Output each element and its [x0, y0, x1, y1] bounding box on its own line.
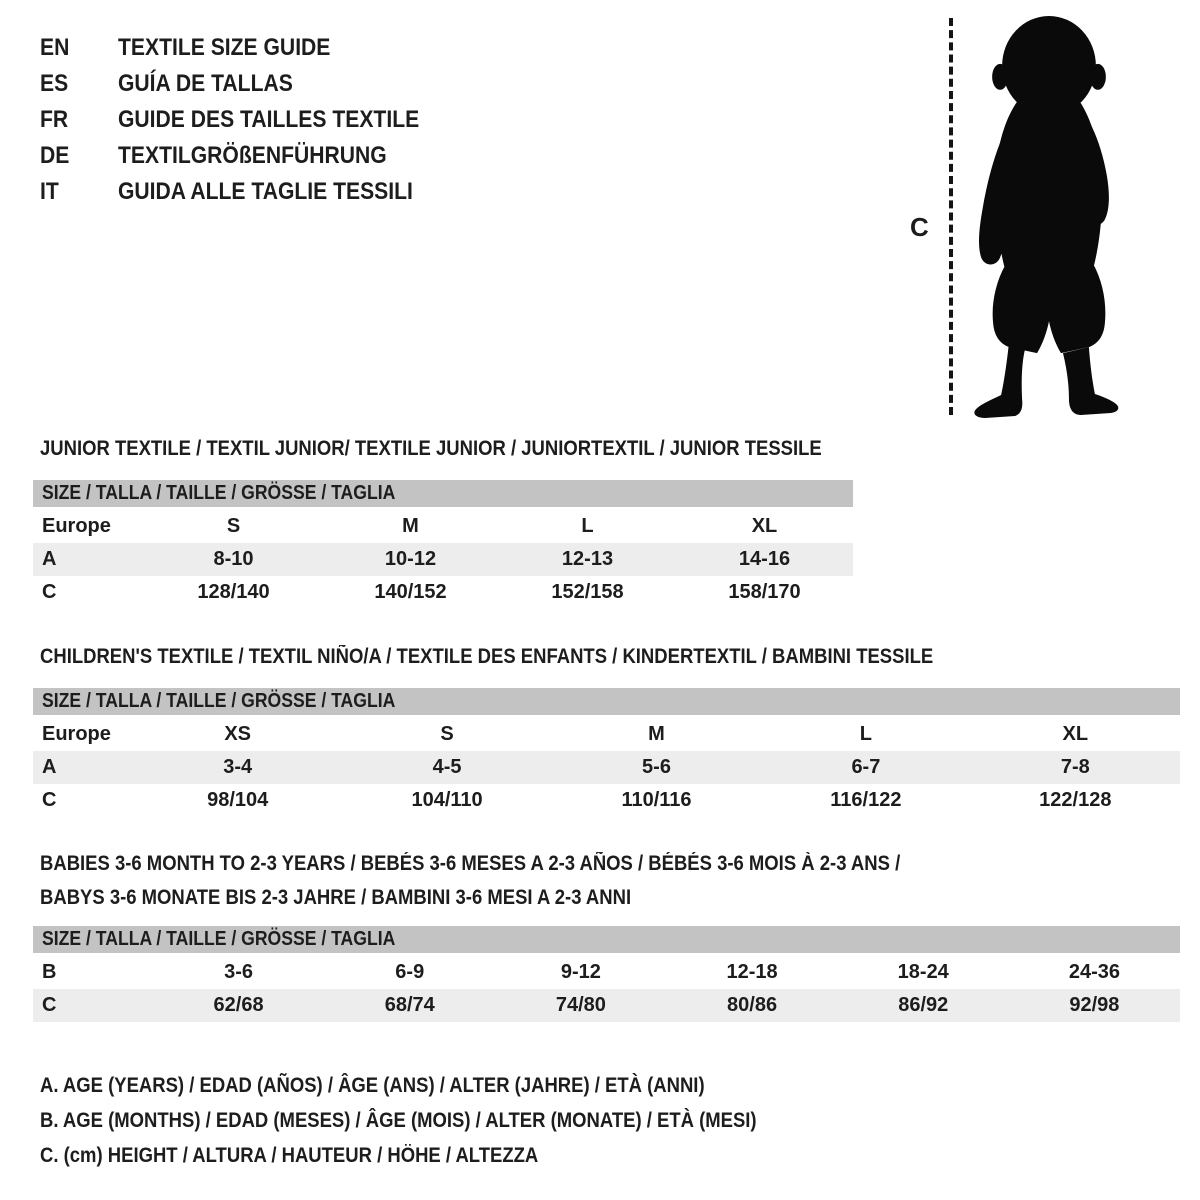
height-value: 80/86 [727, 994, 778, 1016]
children-size-table [33, 688, 1180, 817]
language-row [40, 138, 460, 174]
junior-section-title: JUNIOR TEXTILE / TEXTIL JUNIOR/ TEXTILE JUNIOR / JUNIORTEXTIL / JUNIOR TESSILE [40, 437, 822, 460]
age-value: 6-7 [851, 756, 881, 778]
height-value: 98/104 [207, 789, 269, 811]
guide-title: GUIDA ALLE TAGLIE TESSILI [118, 178, 413, 205]
age-value: 18-24 [897, 961, 949, 983]
height-value: 68/74 [384, 994, 435, 1016]
guide-title: GUÍA DE TALLAS [118, 70, 293, 97]
language-code: EN [40, 34, 70, 61]
row-label: B [42, 961, 57, 983]
size-value: L [581, 515, 594, 537]
table-row-europe [33, 510, 853, 543]
size-value: M [402, 515, 419, 537]
height-value: 86/92 [898, 994, 949, 1016]
age-value: 3-4 [223, 756, 253, 778]
age-value: 24-36 [1068, 961, 1120, 983]
children-section-title: CHILDREN'S TEXTILE / TEXTIL NIÑO/A / TEXTILE DES ENFANTS / KINDERTEXTIL / BAMBINI TESSILE [40, 645, 934, 668]
language-row [40, 174, 460, 210]
table-row-height [33, 784, 1180, 817]
language-row [40, 30, 460, 66]
row-label: C [42, 994, 57, 1016]
height-value: 110/116 [621, 789, 692, 811]
size-value: L [859, 723, 872, 745]
table-row-europe [33, 718, 1180, 751]
row-label: A [42, 756, 57, 778]
size-value: M [648, 723, 665, 745]
height-value: 158/170 [728, 581, 801, 603]
language-code: FR [40, 106, 69, 133]
language-code: IT [40, 178, 59, 205]
babies-title-line1: BABIES 3-6 MONTH TO 2-3 YEARS / BEBÉS 3-6 MESES A 2-3 AÑOS / BÉBÉS 3-6 MOIS À 2-3 ANS / [40, 852, 901, 875]
height-value: 74/80 [555, 994, 606, 1016]
size-header-bar: SIZE / TALLA / TAILLE / GRÖSSE / TAGLIA [33, 688, 1180, 715]
height-value: 140/152 [374, 581, 447, 603]
age-value: 4-5 [432, 756, 462, 778]
size-value: XS [224, 723, 252, 745]
legend-age-years: A. AGE (YEARS) / EDAD (AÑOS) / ÂGE (ANS) / ALTER (JAHRE) / ETÀ (ANNI) [40, 1074, 705, 1097]
height-value: 116/122 [830, 789, 902, 811]
legend-height-cm: C. (cm) HEIGHT / ALTURA / HAUTEUR / HÖHE / ALTEZZA [40, 1144, 539, 1167]
row-label: C [42, 789, 57, 811]
size-value: XL [1062, 723, 1089, 745]
size-value: S [440, 723, 454, 745]
table-row-age [33, 751, 1180, 784]
language-row [40, 66, 460, 102]
table-row-height [33, 576, 853, 609]
language-row [40, 102, 460, 138]
babies-title-line2: BABYS 3-6 MONATE BIS 2-3 JAHRE / BAMBINI 3-6 MESI A 2-3 ANNI [40, 886, 632, 909]
table-row-age [33, 543, 853, 576]
guide-title: TEXTILE SIZE GUIDE [118, 34, 331, 61]
junior-size-table [33, 480, 853, 609]
age-value: 12-18 [726, 961, 778, 983]
height-measure-label: C [910, 212, 929, 242]
size-header-bar: SIZE / TALLA / TAILLE / GRÖSSE / TAGLIA [33, 480, 853, 507]
age-value: 9-12 [560, 961, 601, 983]
age-value: 8-10 [213, 548, 254, 570]
age-value: 10-12 [384, 548, 437, 570]
height-value: 152/158 [551, 581, 624, 603]
age-value: 7-8 [1060, 756, 1090, 778]
height-value: 122/128 [1039, 789, 1112, 811]
height-value: 92/98 [1069, 994, 1120, 1016]
babies-size-table [33, 926, 1180, 1022]
table-row-age-months [33, 956, 1180, 989]
height-value: 104/110 [411, 789, 483, 811]
guide-title: TEXTILGRÖßENFÜHRUNG [118, 142, 387, 169]
baby-silhouette-icon [958, 14, 1140, 423]
size-header-bar: SIZE / TALLA / TAILLE / GRÖSSE / TAGLIA [33, 926, 1180, 953]
table-row-height [33, 989, 1180, 1022]
size-value: S [226, 515, 241, 537]
size-value: XL [751, 515, 778, 537]
height-measure-line [949, 18, 953, 415]
babies-section-title [40, 847, 1018, 915]
row-label: A [42, 548, 57, 570]
language-title-list [40, 30, 460, 210]
age-value: 6-9 [395, 961, 425, 983]
age-value: 14-16 [738, 548, 791, 570]
language-code: DE [40, 142, 70, 169]
guide-title: GUIDE DES TAILLES TEXTILE [118, 106, 420, 133]
age-value: 3-6 [224, 961, 254, 983]
row-label: Europe [42, 515, 111, 537]
height-value: 62/68 [213, 994, 264, 1016]
row-label: C [42, 581, 57, 603]
row-label: Europe [42, 723, 111, 745]
age-value: 5-6 [642, 756, 671, 778]
language-code: ES [40, 70, 69, 97]
height-value: 128/140 [197, 581, 270, 603]
legend [40, 1068, 854, 1173]
age-value: 12-13 [561, 548, 614, 570]
legend-age-months: B. AGE (MONTHS) / EDAD (MESES) / ÂGE (MOIS) / ALTER (MONATE) / ETÀ (MESI) [40, 1109, 757, 1132]
